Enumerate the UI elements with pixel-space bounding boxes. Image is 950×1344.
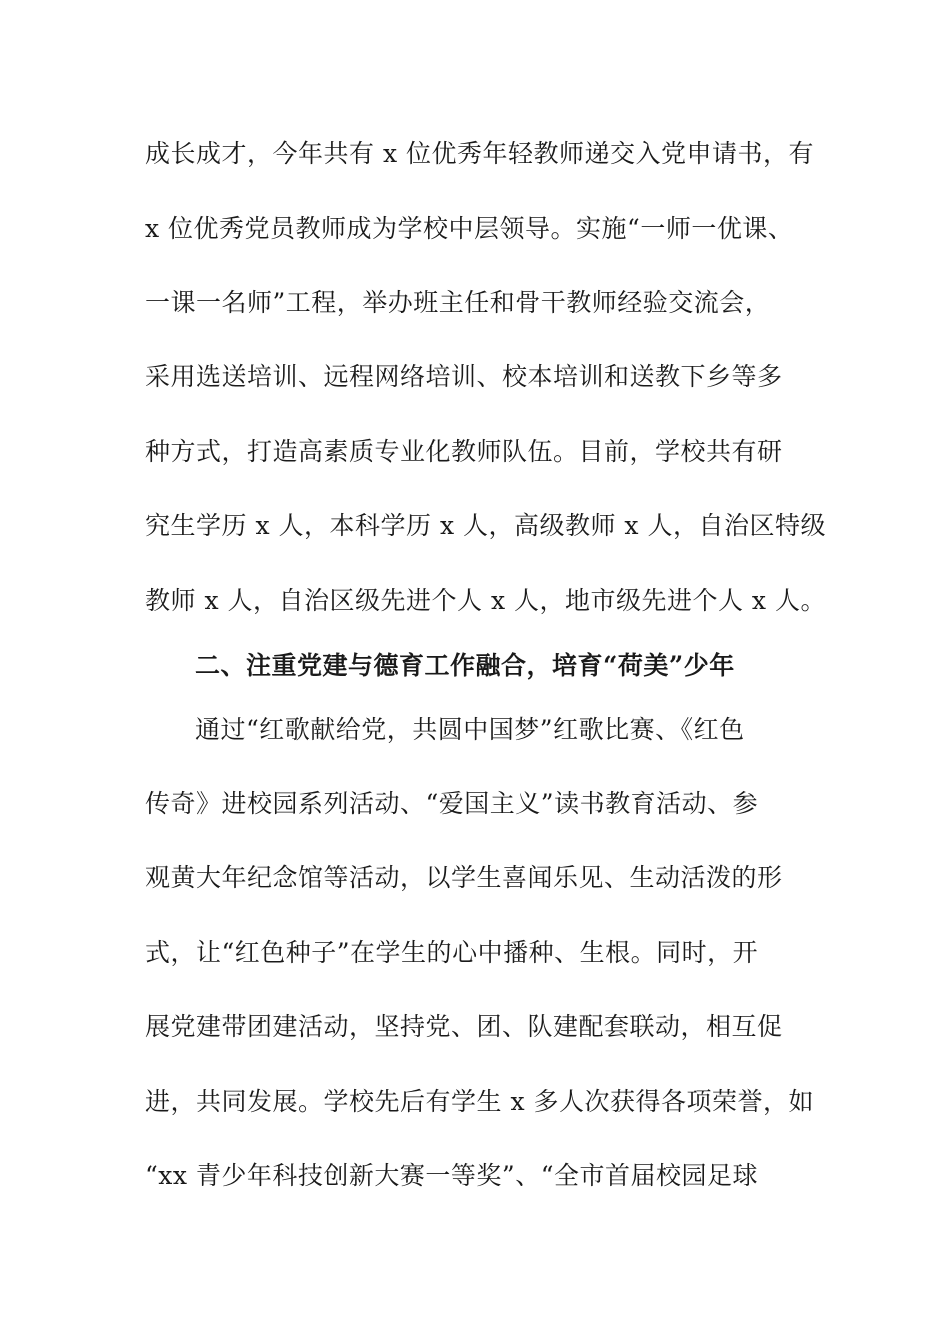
paragraph-line: 成长成才，今年共有 x 位优秀年轻教师递交入党申请书，有 [145,139,814,168]
paragraph-line: 式，让“红色种子”在学生的心中播种、生根。同时，开 [145,938,759,967]
paragraph-line: 传奇》进校园系列活动、“爱国主义”读书教育活动、参 [145,789,759,818]
paragraph-line: 通过“红歌献给党，共圆中国梦”红歌比赛、《红色 [195,715,745,744]
paragraph-line: 种方式，打造高素质专业化教师队伍。目前，学校共有研 [145,437,783,466]
paragraph-line: 采用选送培训、远程网络培训、校本培训和送教下乡等多 [145,362,783,391]
paragraph-line: 教师 x 人，自治区级先进个人 x 人，地市级先进个人 x 人。 [145,586,826,615]
paragraph-line: 进，共同发展。学校先后有学生 x 多人次获得各项荣誉，如 [145,1087,814,1116]
paragraph-line: x 位优秀党员教师成为学校中层领导。实施“一师一优课、 [145,214,794,243]
paragraph-line: 究生学历 x 人，本科学历 x 人，高级教师 x 人，自治区特级 [145,511,826,540]
paragraph-line: 展党建带团建活动，坚持党、团、队建配套联动，相互促 [145,1012,783,1041]
paragraph-line: “xx 青少年科技创新大赛一等奖”、“全市首届校园足球 [145,1161,758,1190]
section-heading: 二、注重党建与德育工作融合，培育“荷美”少年 [195,651,735,680]
paragraph-line: 观黄大年纪念馆等活动，以学生喜闻乐见、生动活泼的形 [145,863,783,892]
paragraph-line: 一课一名师”工程，举办班主任和骨干教师经验交流会， [145,288,771,317]
